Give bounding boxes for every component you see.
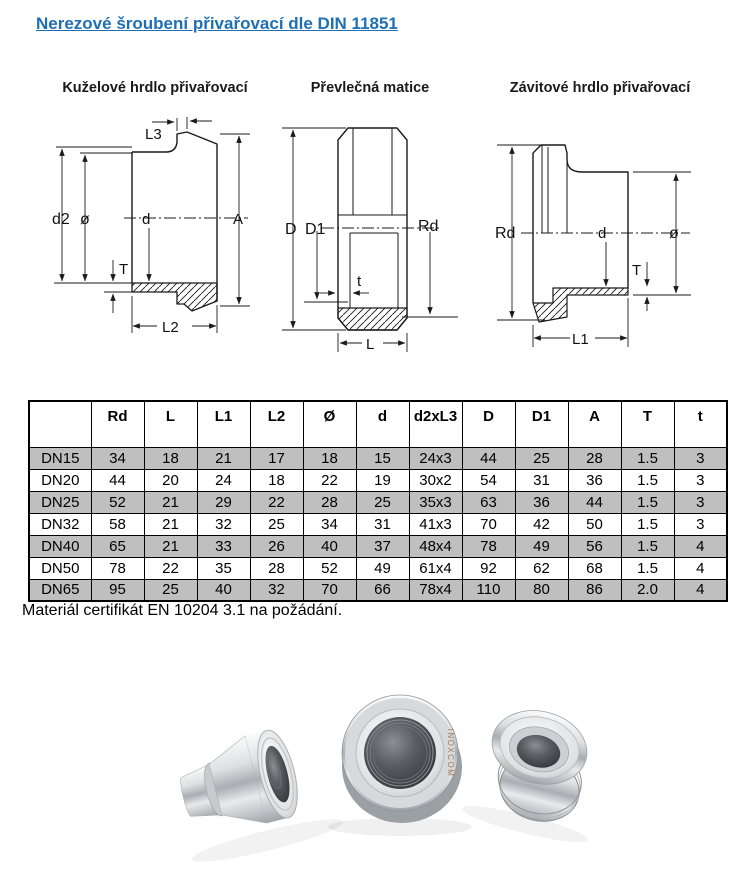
dim-label-t: t (357, 273, 362, 290)
table-cell: 66 (356, 579, 409, 601)
product-photo (150, 650, 615, 880)
table-cell: 56 (568, 535, 621, 557)
drawing-threaded-liner (485, 112, 715, 372)
table-cell: 48x4 (409, 535, 462, 557)
table-cell: 4 (674, 579, 727, 601)
table-cell: 78x4 (409, 579, 462, 601)
column-header: L (144, 401, 197, 447)
column-header: Ø (303, 401, 356, 447)
table-cell: 29 (197, 491, 250, 513)
table-cell: 40 (303, 535, 356, 557)
column-header: T (621, 401, 674, 447)
table-cell: 21 (197, 447, 250, 469)
table-cell: 40 (197, 579, 250, 601)
table-cell: 31 (515, 469, 568, 491)
dim-label-dia: ø (669, 225, 679, 242)
table-cell: 17 (250, 447, 303, 469)
table-cell: 3 (674, 469, 727, 491)
table-cell: 24 (197, 469, 250, 491)
table-cell: 32 (197, 513, 250, 535)
drawing-union-nut (280, 112, 460, 372)
column-header: D (462, 401, 515, 447)
row-label: DN65 (29, 579, 91, 601)
table-cell: 28 (303, 491, 356, 513)
table-cell: 70 (303, 579, 356, 601)
column-header: t (674, 401, 727, 447)
table-cell: 15 (356, 447, 409, 469)
row-label: DN50 (29, 557, 91, 579)
table-cell: 36 (568, 469, 621, 491)
table-cell: 25 (515, 447, 568, 469)
column-header (29, 401, 91, 447)
table-cell: 65 (91, 535, 144, 557)
table-cell: 21 (144, 491, 197, 513)
column-header: L1 (197, 401, 250, 447)
table-cell: 20 (144, 469, 197, 491)
table-cell: 110 (462, 579, 515, 601)
table-cell: 44 (462, 447, 515, 469)
table-cell: 3 (674, 491, 727, 513)
row-label: DN20 (29, 469, 91, 491)
table-cell: 44 (91, 469, 144, 491)
drawing2-title: Převlečná matice (310, 80, 430, 96)
table-cell: 34 (91, 447, 144, 469)
table-body (29, 447, 727, 601)
row-label: DN32 (29, 513, 91, 535)
table-cell: 78 (462, 535, 515, 557)
table-row (29, 513, 727, 535)
table-cell: 52 (303, 557, 356, 579)
dim-label-Rd: Rd (418, 218, 439, 235)
photo-union-nut (328, 695, 472, 836)
table-cell: 28 (568, 447, 621, 469)
table-cell: 37 (356, 535, 409, 557)
table-row (29, 579, 727, 601)
table-cell: 49 (515, 535, 568, 557)
nut-laser-marking: INOXCOM (446, 728, 455, 778)
table-cell: 2.0 (621, 579, 674, 601)
table-cell: 24x3 (409, 447, 462, 469)
column-header: d2xL3 (409, 401, 462, 447)
column-header: d (356, 401, 409, 447)
drawing3-title: Závitové hrdlo přivařovací (509, 80, 691, 96)
photo-cone-liner (166, 718, 346, 869)
table-cell: 36 (515, 491, 568, 513)
table-cell: 21 (144, 513, 197, 535)
dim-label-L2: L2 (162, 319, 179, 336)
page-title-link[interactable]: Nerezové šroubení přivařovací dle DIN 11851 (36, 14, 398, 33)
table-cell: 62 (515, 557, 568, 579)
table-row (29, 491, 727, 513)
table-cell: 28 (250, 557, 303, 579)
table-cell: 58 (91, 513, 144, 535)
table-cell: 63 (462, 491, 515, 513)
table-cell: 21 (144, 535, 197, 557)
dim-label-d2: d2 (52, 211, 70, 228)
table-cell: 1.5 (621, 557, 674, 579)
table-cell: 52 (91, 491, 144, 513)
table-cell: 33 (197, 535, 250, 557)
table-cell: 1.5 (621, 491, 674, 513)
dim-label-A: A (233, 211, 244, 228)
material-note: Materiál certifikát EN 10204 3.1 na požádání. (22, 602, 343, 619)
table-cell: 22 (303, 469, 356, 491)
table-cell: 18 (303, 447, 356, 469)
drawing-weld-cone-liner (40, 112, 265, 372)
table-cell: 50 (568, 513, 621, 535)
table-row (29, 557, 727, 579)
column-header: A (568, 401, 621, 447)
dim-label-d: d (598, 225, 607, 242)
column-header: D1 (515, 401, 568, 447)
table-cell: 92 (462, 557, 515, 579)
table-cell: 35 (197, 557, 250, 579)
table-cell: 31 (356, 513, 409, 535)
table-cell: 25 (356, 491, 409, 513)
table-cell: 68 (568, 557, 621, 579)
table-cell: 41x3 (409, 513, 462, 535)
table-cell: 35x3 (409, 491, 462, 513)
table-cell: 3 (674, 513, 727, 535)
table-cell: 18 (250, 469, 303, 491)
dim-label-L1: L1 (572, 331, 589, 348)
table-header-row (29, 401, 727, 447)
column-header: L2 (250, 401, 303, 447)
table-cell: 22 (144, 557, 197, 579)
dim-label-Rd: Rd (495, 225, 516, 242)
table-cell: 18 (144, 447, 197, 469)
dim-label-D1: D1 (305, 221, 326, 238)
photo-threaded-liner (459, 698, 615, 849)
table-cell: 26 (250, 535, 303, 557)
table-cell: 1.5 (621, 535, 674, 557)
table-head (29, 401, 727, 447)
dim-label-T: T (119, 261, 129, 278)
dim-label-T: T (632, 262, 642, 279)
table-cell: 54 (462, 469, 515, 491)
table-cell: 3 (674, 447, 727, 469)
table-cell: 1.5 (621, 469, 674, 491)
table-cell: 32 (250, 579, 303, 601)
dim-label-dia: ø (80, 211, 90, 228)
dim-label-L3: L3 (145, 126, 162, 143)
dim-label-D: D (285, 221, 297, 238)
table-cell: 44 (568, 491, 621, 513)
row-label: DN40 (29, 535, 91, 557)
table-cell: 4 (674, 535, 727, 557)
row-label: DN25 (29, 491, 91, 513)
table-cell: 86 (568, 579, 621, 601)
table-cell: 80 (515, 579, 568, 601)
table-row (29, 469, 727, 491)
table-cell: 19 (356, 469, 409, 491)
column-header: Rd (91, 401, 144, 447)
table-row (29, 447, 727, 469)
table-row (29, 535, 727, 557)
table-cell: 42 (515, 513, 568, 535)
table-cell: 34 (303, 513, 356, 535)
table-cell: 25 (250, 513, 303, 535)
drawing1-title: Kuželové hrdlo přivařovací (62, 80, 248, 96)
table-cell: 95 (91, 579, 144, 601)
table-cell: 61x4 (409, 557, 462, 579)
dim-label-L: L (366, 336, 375, 353)
table-cell: 49 (356, 557, 409, 579)
table-cell: 1.5 (621, 513, 674, 535)
table-cell: 4 (674, 557, 727, 579)
table-cell: 25 (144, 579, 197, 601)
table-cell: 1.5 (621, 447, 674, 469)
table-cell: 30x2 (409, 469, 462, 491)
row-label: DN15 (29, 447, 91, 469)
dim-label-d: d (142, 211, 151, 228)
dimension-table (28, 400, 728, 602)
table-cell: 22 (250, 491, 303, 513)
table-cell: 78 (91, 557, 144, 579)
table-cell: 70 (462, 513, 515, 535)
